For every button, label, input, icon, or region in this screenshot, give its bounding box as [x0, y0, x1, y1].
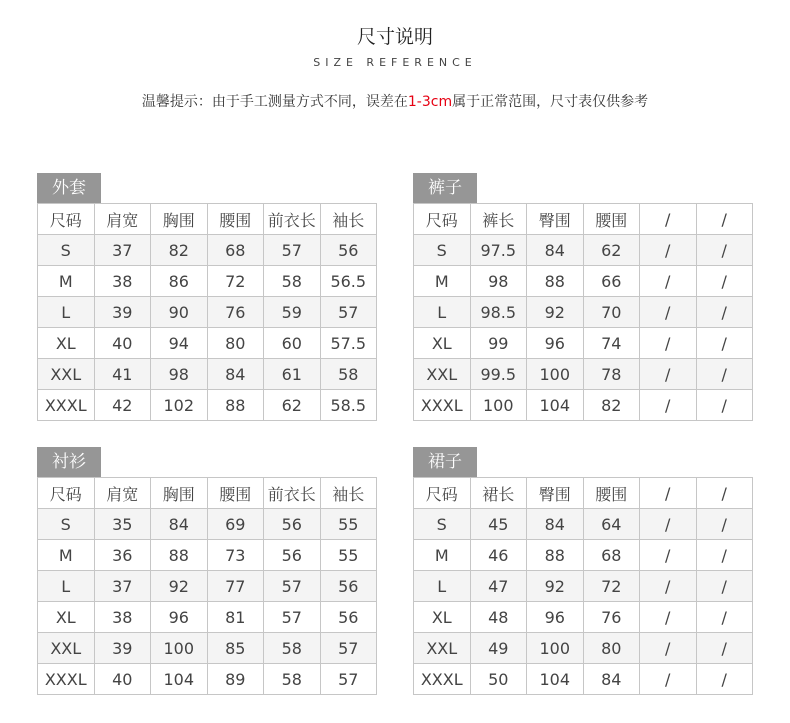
table-cell: 56	[264, 509, 321, 540]
table-header-cell: 尺码	[414, 204, 471, 235]
table-cell: /	[640, 602, 697, 633]
coat-tag: 外套	[37, 173, 101, 203]
table-cell: 57	[320, 664, 377, 695]
table-cell: 99.5	[470, 359, 527, 390]
table-header-cell: 前衣长	[264, 204, 321, 235]
table-cell: 102	[151, 390, 208, 421]
table-cell: 77	[207, 571, 264, 602]
table-header-cell: 肩宽	[94, 478, 151, 509]
table-cell: /	[696, 328, 753, 359]
coat-size-table	[37, 203, 377, 421]
pants-tag: 裤子	[413, 173, 477, 203]
table-cell: 100	[151, 633, 208, 664]
table-row	[414, 571, 753, 602]
table-row	[38, 235, 377, 266]
table-row	[414, 664, 753, 695]
skirt-size-table	[413, 477, 753, 695]
table-cell: 98	[151, 359, 208, 390]
table-header-cell: /	[696, 478, 753, 509]
table-cell: /	[696, 359, 753, 390]
table-cell: 62	[583, 235, 640, 266]
table-cell: 40	[94, 664, 151, 695]
table-header-cell: 臀围	[527, 478, 584, 509]
pants-size-block	[413, 173, 753, 425]
table-row	[414, 390, 753, 421]
table-cell: /	[640, 235, 697, 266]
skirt-size-block	[413, 447, 753, 699]
table-cell: 38	[94, 602, 151, 633]
table-cell: 41	[94, 359, 151, 390]
table-cell: XXL	[38, 359, 95, 390]
page-title: 尺寸说明	[356, 26, 433, 48]
table-cell: 92	[527, 571, 584, 602]
table-cell: 76	[583, 602, 640, 633]
table-cell: 82	[151, 235, 208, 266]
table-cell: /	[696, 664, 753, 695]
table-row	[38, 328, 377, 359]
table-header-cell: 腰围	[207, 478, 264, 509]
table-cell: 99	[470, 328, 527, 359]
table-cell: M	[414, 266, 471, 297]
table-cell: M	[38, 540, 95, 571]
table-cell: 39	[94, 633, 151, 664]
table-row	[414, 266, 753, 297]
table-cell: 86	[151, 266, 208, 297]
table-header-cell: 尺码	[38, 478, 95, 509]
table-header-row	[38, 478, 377, 509]
table-cell: 45	[470, 509, 527, 540]
table-header-cell: 裙长	[470, 478, 527, 509]
table-cell: 37	[94, 235, 151, 266]
table-cell: 46	[470, 540, 527, 571]
table-cell: 55	[320, 509, 377, 540]
table-cell: /	[640, 328, 697, 359]
table-row	[38, 602, 377, 633]
table-cell: /	[696, 235, 753, 266]
table-cell: 80	[583, 633, 640, 664]
table-cell: 47	[470, 571, 527, 602]
table-cell: 76	[207, 297, 264, 328]
table-row	[38, 664, 377, 695]
table-cell: 57	[320, 297, 377, 328]
table-cell: /	[696, 540, 753, 571]
table-cell: /	[640, 540, 697, 571]
table-header-cell: 裤长	[470, 204, 527, 235]
table-cell: 57	[320, 633, 377, 664]
table-cell: XL	[38, 328, 95, 359]
table-cell: 66	[583, 266, 640, 297]
table-header-cell: 胸围	[151, 478, 208, 509]
table-row	[414, 297, 753, 328]
table-cell: /	[640, 266, 697, 297]
table-cell: /	[640, 571, 697, 602]
table-cell: 58	[320, 359, 377, 390]
table-cell: XXXL	[414, 664, 471, 695]
table-cell: /	[696, 571, 753, 602]
table-cell: 49	[470, 633, 527, 664]
table-cell: 39	[94, 297, 151, 328]
table-cell: 72	[583, 571, 640, 602]
table-cell: 35	[94, 509, 151, 540]
table-cell: XXXL	[38, 664, 95, 695]
table-cell: 40	[94, 328, 151, 359]
table-cell: 94	[151, 328, 208, 359]
table-row	[38, 571, 377, 602]
table-cell: S	[414, 235, 471, 266]
table-cell: L	[38, 571, 95, 602]
table-cell: 72	[207, 266, 264, 297]
table-row	[38, 540, 377, 571]
table-header-cell: 尺码	[414, 478, 471, 509]
table-cell: 48	[470, 602, 527, 633]
table-cell: /	[640, 390, 697, 421]
table-header-cell: 腰围	[583, 478, 640, 509]
table-cell: 62	[264, 390, 321, 421]
table-cell: 36	[94, 540, 151, 571]
table-row	[38, 297, 377, 328]
table-cell: 58	[264, 664, 321, 695]
table-cell: 96	[527, 602, 584, 633]
table-header-cell: 尺码	[38, 204, 95, 235]
table-cell: 92	[527, 297, 584, 328]
table-cell: 84	[151, 509, 208, 540]
table-cell: 96	[151, 602, 208, 633]
table-header-cell: 袖长	[320, 204, 377, 235]
table-cell: 98.5	[470, 297, 527, 328]
table-cell: 58	[264, 633, 321, 664]
table-row	[38, 359, 377, 390]
table-cell: 88	[527, 266, 584, 297]
coat-size-block	[37, 173, 377, 425]
table-cell: L	[414, 297, 471, 328]
table-cell: /	[640, 633, 697, 664]
table-cell: 68	[583, 540, 640, 571]
table-cell: 97.5	[470, 235, 527, 266]
table-row	[414, 602, 753, 633]
table-cell: 100	[470, 390, 527, 421]
table-cell: 100	[527, 359, 584, 390]
table-row	[414, 235, 753, 266]
shirt-size-block	[37, 447, 377, 699]
table-cell: 57	[264, 571, 321, 602]
table-cell: XXXL	[414, 390, 471, 421]
table-cell: 56.5	[320, 266, 377, 297]
table-cell: /	[640, 509, 697, 540]
table-cell: 98	[470, 266, 527, 297]
table-cell: 57	[264, 602, 321, 633]
table-header-cell: 腰围	[207, 204, 264, 235]
table-header-cell: 臀围	[527, 204, 584, 235]
table-cell: 69	[207, 509, 264, 540]
table-cell: 104	[527, 664, 584, 695]
table-cell: S	[38, 509, 95, 540]
table-row	[38, 390, 377, 421]
table-cell: 78	[583, 359, 640, 390]
table-cell: 57	[264, 235, 321, 266]
table-cell: 84	[583, 664, 640, 695]
notice-text-after: 属于正常范围，尺寸表仅供参考	[452, 94, 649, 110]
table-cell: 104	[527, 390, 584, 421]
table-cell: L	[414, 571, 471, 602]
table-cell: 84	[527, 235, 584, 266]
table-cell: /	[696, 509, 753, 540]
table-cell: L	[38, 297, 95, 328]
page-subtitle: SIZE REFERENCE	[313, 56, 477, 69]
shirt-tag: 衬衫	[37, 447, 101, 477]
table-cell: /	[640, 359, 697, 390]
table-cell: XXL	[38, 633, 95, 664]
table-row	[414, 359, 753, 390]
table-cell: 37	[94, 571, 151, 602]
table-cell: /	[696, 266, 753, 297]
table-header-cell: /	[640, 204, 697, 235]
table-row	[414, 633, 753, 664]
table-cell: 82	[583, 390, 640, 421]
table-header-cell: /	[640, 478, 697, 509]
table-cell: /	[696, 602, 753, 633]
table-cell: 104	[151, 664, 208, 695]
table-cell: 68	[207, 235, 264, 266]
table-cell: 57.5	[320, 328, 377, 359]
table-row	[414, 509, 753, 540]
table-cell: 88	[527, 540, 584, 571]
table-header-cell: 前衣长	[264, 478, 321, 509]
table-cell: 38	[94, 266, 151, 297]
table-cell: M	[414, 540, 471, 571]
table-cell: S	[414, 509, 471, 540]
table-cell: XL	[414, 328, 471, 359]
table-header-row	[38, 204, 377, 235]
table-cell: 61	[264, 359, 321, 390]
table-row	[414, 328, 753, 359]
table-cell: 42	[94, 390, 151, 421]
table-cell: XL	[38, 602, 95, 633]
table-cell: /	[696, 633, 753, 664]
table-cell: 90	[151, 297, 208, 328]
table-cell: 84	[207, 359, 264, 390]
table-cell: XXL	[414, 359, 471, 390]
notice-tolerance-highlight: 1-3cm	[407, 94, 453, 110]
table-cell: 64	[583, 509, 640, 540]
table-cell: XL	[414, 602, 471, 633]
table-row	[38, 509, 377, 540]
table-row	[38, 633, 377, 664]
table-header-cell: 袖长	[320, 478, 377, 509]
table-header-cell: /	[696, 204, 753, 235]
table-header-cell: 胸围	[151, 204, 208, 235]
table-cell: 73	[207, 540, 264, 571]
table-cell: 60	[264, 328, 321, 359]
skirt-tag: 裙子	[413, 447, 477, 477]
table-cell: 88	[207, 390, 264, 421]
table-header-cell: 肩宽	[94, 204, 151, 235]
table-cell: 100	[527, 633, 584, 664]
table-cell: 58.5	[320, 390, 377, 421]
table-cell: M	[38, 266, 95, 297]
table-cell: 81	[207, 602, 264, 633]
table-cell: 84	[527, 509, 584, 540]
table-cell: 56	[264, 540, 321, 571]
table-cell: 92	[151, 571, 208, 602]
table-cell: 88	[151, 540, 208, 571]
table-cell: 89	[207, 664, 264, 695]
table-cell: 56	[320, 571, 377, 602]
pants-size-table	[413, 203, 753, 421]
table-cell: 56	[320, 602, 377, 633]
table-cell: 59	[264, 297, 321, 328]
table-cell: 55	[320, 540, 377, 571]
table-row	[414, 540, 753, 571]
table-cell: 85	[207, 633, 264, 664]
table-cell: /	[696, 390, 753, 421]
table-header-cell: 腰围	[583, 204, 640, 235]
table-cell: XXXL	[38, 390, 95, 421]
table-row	[38, 266, 377, 297]
table-cell: 74	[583, 328, 640, 359]
table-cell: S	[38, 235, 95, 266]
notice-text-before: 温馨提示：由于手工测量方式不同，误差在	[141, 94, 408, 110]
table-cell: XXL	[414, 633, 471, 664]
table-cell: 50	[470, 664, 527, 695]
table-cell: 80	[207, 328, 264, 359]
measurement-notice	[0, 91, 790, 111]
table-cell: /	[640, 297, 697, 328]
shirt-size-table	[37, 477, 377, 695]
table-header-row	[414, 204, 753, 235]
table-cell: 96	[527, 328, 584, 359]
table-cell: /	[640, 664, 697, 695]
table-cell: 56	[320, 235, 377, 266]
table-cell: /	[696, 297, 753, 328]
table-cell: 70	[583, 297, 640, 328]
table-header-row	[414, 478, 753, 509]
table-cell: 58	[264, 266, 321, 297]
